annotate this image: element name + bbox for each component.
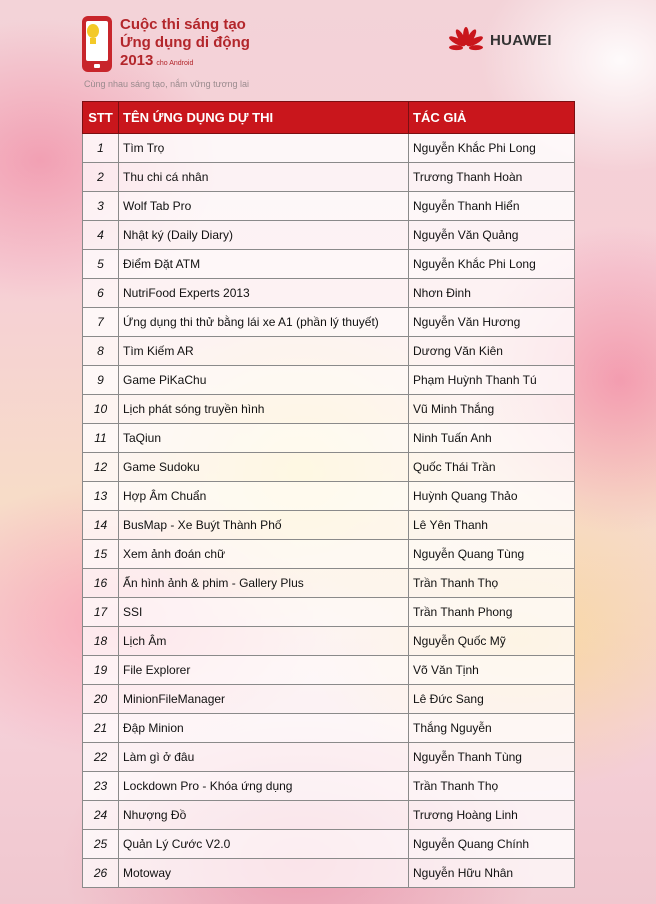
row-stt: 26 (83, 859, 119, 888)
table-row (83, 511, 575, 540)
row-stt: 19 (83, 656, 119, 685)
row-stt: 12 (83, 453, 119, 482)
contest-year: 2013 (120, 52, 154, 69)
contest-title (120, 16, 250, 73)
row-app-name: Motoway (119, 859, 409, 888)
table-row (83, 192, 575, 221)
row-app-name: Lockdown Pro - Khóa ứng dụng (119, 772, 409, 801)
row-stt: 8 (83, 337, 119, 366)
row-app-name: Điểm Đặt ATM (119, 250, 409, 279)
row-stt: 22 (83, 743, 119, 772)
platform-label: cho Android (156, 60, 194, 67)
row-stt: 16 (83, 569, 119, 598)
table-row (83, 859, 575, 888)
table-row (83, 772, 575, 801)
table-row (83, 453, 575, 482)
row-author: Huỳnh Quang Thảo (409, 482, 575, 511)
row-author: Vũ Minh Thắng (409, 395, 575, 424)
header-stt: STT (83, 102, 119, 134)
row-author: Nguyễn Văn Quảng (409, 221, 575, 250)
row-app-name: Làm gì ở đâu (119, 743, 409, 772)
table-row (83, 424, 575, 453)
row-author: Lê Yên Thanh (409, 511, 575, 540)
table-row (83, 221, 575, 250)
row-stt: 18 (83, 627, 119, 656)
row-author: Nguyễn Quang Chính (409, 830, 575, 859)
row-author: Ninh Tuấn Anh (409, 424, 575, 453)
row-author: Nguyễn Quốc Mỹ (409, 627, 575, 656)
huawei-petals-icon (446, 26, 486, 54)
table-row (83, 714, 575, 743)
row-stt: 7 (83, 308, 119, 337)
apps-table (82, 101, 575, 888)
row-author: Trần Thanh Thọ (409, 569, 575, 598)
table-row (83, 685, 575, 714)
row-app-name: MinionFileManager (119, 685, 409, 714)
row-stt: 14 (83, 511, 119, 540)
row-stt: 25 (83, 830, 119, 859)
row-stt: 15 (83, 540, 119, 569)
row-app-name: Tìm Kiếm AR (119, 337, 409, 366)
row-author: Nguyễn Thanh Tùng (409, 743, 575, 772)
row-author: Nhơn Đinh (409, 279, 575, 308)
row-author: Lê Đức Sang (409, 685, 575, 714)
table-row (83, 569, 575, 598)
row-author: Trần Thanh Thọ (409, 772, 575, 801)
row-app-name: TaQiun (119, 424, 409, 453)
row-app-name: Nhật ký (Daily Diary) (119, 221, 409, 250)
row-app-name: Tìm Trọ (119, 134, 409, 163)
row-author: Trần Thanh Phong (409, 598, 575, 627)
row-stt: 11 (83, 424, 119, 453)
row-author: Phạm Huỳnh Thanh Tú (409, 366, 575, 395)
row-app-name: Ứng dụng thi thử bằng lái xe A1 (phần lý thuyết) (119, 308, 409, 337)
row-author: Nguyễn Quang Tùng (409, 540, 575, 569)
row-stt: 6 (83, 279, 119, 308)
table-row (83, 395, 575, 424)
row-author: Nguyễn Văn Hương (409, 308, 575, 337)
row-app-name: BusMap - Xe Buýt Thành Phố (119, 511, 409, 540)
row-stt: 4 (83, 221, 119, 250)
table-row (83, 598, 575, 627)
row-stt: 13 (83, 482, 119, 511)
row-stt: 20 (83, 685, 119, 714)
row-author: Thắng Nguyễn (409, 714, 575, 743)
row-app-name: Wolf Tab Pro (119, 192, 409, 221)
table-row (83, 134, 575, 163)
table-row (83, 627, 575, 656)
row-app-name: Quản Lý Cước V2.0 (119, 830, 409, 859)
table-row (83, 163, 575, 192)
row-stt: 10 (83, 395, 119, 424)
row-app-name: Xem ảnh đoán chữ (119, 540, 409, 569)
table-row (83, 366, 575, 395)
row-app-name: File Explorer (119, 656, 409, 685)
header-author: TÁC GIẢ (409, 102, 575, 134)
row-stt: 2 (83, 163, 119, 192)
row-stt: 24 (83, 801, 119, 830)
table-row (83, 743, 575, 772)
row-author: Nguyễn Khắc Phi Long (409, 250, 575, 279)
table-row (83, 250, 575, 279)
header-app-name: TÊN ỨNG DỤNG DỰ THI (119, 102, 409, 134)
row-app-name: Đập Minion (119, 714, 409, 743)
row-author: Dương Văn Kiên (409, 337, 575, 366)
table-row (83, 482, 575, 511)
row-app-name: NutriFood Experts 2013 (119, 279, 409, 308)
row-author: Nguyễn Khắc Phi Long (409, 134, 575, 163)
table-row (83, 801, 575, 830)
slogan: Cùng nhau sáng tạo, nắm vững tương lai (84, 79, 250, 89)
row-stt: 21 (83, 714, 119, 743)
row-author: Trương Hoàng Linh (409, 801, 575, 830)
row-stt: 5 (83, 250, 119, 279)
brand-name: HUAWEI (490, 31, 552, 49)
huawei-logo (446, 26, 552, 54)
row-author: Quốc Thái Trần (409, 453, 575, 482)
row-app-name: SSI (119, 598, 409, 627)
row-author: Nguyễn Thanh Hiển (409, 192, 575, 221)
table-header-row (83, 102, 575, 134)
row-stt: 23 (83, 772, 119, 801)
table-row (83, 308, 575, 337)
contest-logo-icon (82, 16, 112, 72)
row-app-name: Lịch phát sóng truyền hình (119, 395, 409, 424)
table-row (83, 337, 575, 366)
row-app-name: Nhượng Đồ (119, 801, 409, 830)
row-stt: 3 (83, 192, 119, 221)
row-author: Võ Văn Tịnh (409, 656, 575, 685)
row-app-name: Game Sudoku (119, 453, 409, 482)
row-app-name: Hợp Âm Chuẩn (119, 482, 409, 511)
row-stt: 9 (83, 366, 119, 395)
table-row (83, 279, 575, 308)
row-author: Trương Thanh Hoàn (409, 163, 575, 192)
row-app-name: Game PiKaChu (119, 366, 409, 395)
table-row (83, 656, 575, 685)
row-stt: 1 (83, 134, 119, 163)
table-row (83, 540, 575, 569)
row-app-name: Ẩn hình ảnh & phim - Gallery Plus (119, 569, 409, 598)
title-line-2: Ứng dụng di động (120, 34, 250, 51)
table-row (83, 830, 575, 859)
row-author: Nguyễn Hữu Nhân (409, 859, 575, 888)
title-line-1: Cuộc thi sáng tạo (120, 16, 246, 33)
row-stt: 17 (83, 598, 119, 627)
row-app-name: Lịch Âm (119, 627, 409, 656)
row-app-name: Thu chi cá nhân (119, 163, 409, 192)
